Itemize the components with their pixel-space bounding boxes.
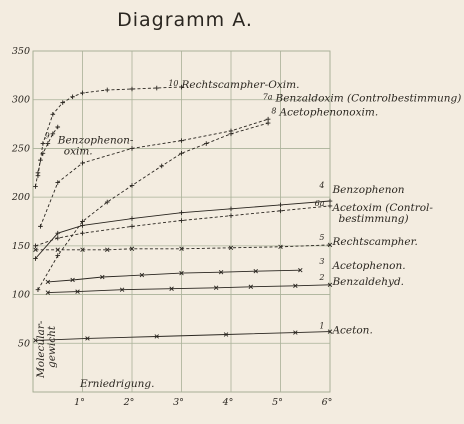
- series-label-line: Benzophenon: [332, 184, 405, 197]
- y-tick-label: 200: [11, 192, 30, 204]
- data-point-marker: [130, 146, 135, 151]
- series-label-line: oxim.: [63, 145, 93, 158]
- series-label: [331, 325, 372, 337]
- data-point-marker: [33, 244, 38, 249]
- series-line: [36, 332, 331, 341]
- series-label-line: Acetoxim (Control-: [332, 201, 433, 214]
- chart-title: Diagramm A.: [117, 9, 253, 31]
- y-tick-label: 50: [17, 338, 30, 350]
- data-point-marker: [130, 87, 135, 92]
- x-axis-ticks: [74, 397, 332, 408]
- x-tick-label: 2°: [123, 397, 135, 408]
- series-label-line: Rechtscampher-Oxim.: [181, 79, 300, 92]
- series-index-number: 10: [168, 79, 179, 89]
- x-tick-label: 3°: [173, 397, 184, 408]
- data-point-marker: [154, 86, 159, 91]
- series-line: [38, 87, 182, 176]
- data-point-marker: [179, 151, 184, 156]
- series-label-line: Rechtscampher.: [332, 235, 418, 248]
- series-label-line: Acetophenon.: [332, 260, 406, 273]
- data-point-marker: [41, 141, 46, 146]
- data-point-marker: [179, 218, 184, 223]
- data-point-marker: [229, 132, 234, 137]
- data-point-marker: [55, 125, 60, 130]
- series-index-number: 9: [44, 131, 50, 141]
- x-tick-label: 6°: [321, 397, 333, 408]
- data-point-marker: [55, 236, 60, 241]
- series-label: [331, 260, 405, 272]
- series-label: [279, 106, 379, 118]
- data-point-marker: [60, 100, 65, 105]
- series-label-line: Acetophenonoxim.: [279, 106, 379, 119]
- series-labels: [45, 79, 462, 337]
- data-point-marker: [70, 94, 75, 99]
- y-tick-label: 350: [11, 46, 30, 57]
- data-point-marker: [179, 138, 184, 143]
- y-tick-label: 250: [11, 143, 30, 155]
- series-label-line: Benzaldehyd.: [332, 275, 405, 288]
- series-label-line: Benzophenon-: [57, 134, 134, 147]
- data-point-marker: [266, 121, 271, 126]
- series-acetoxim-controlbestimmung: [33, 204, 332, 249]
- y-tick-label: 300: [11, 94, 30, 106]
- series-label: [331, 236, 417, 248]
- series-line: [48, 270, 300, 282]
- data-point-marker: [38, 224, 43, 229]
- data-point-marker: [33, 184, 38, 189]
- data-point-marker: [130, 224, 135, 229]
- data-point-marker: [130, 216, 135, 221]
- series-index-number: 5: [319, 232, 325, 242]
- y-axis-title: [35, 317, 58, 379]
- y-tick-label: 150: [11, 240, 30, 252]
- series-index-number: 7a: [262, 92, 273, 102]
- series-label-line: bestimmung): [338, 212, 409, 225]
- data-point-marker: [51, 112, 56, 117]
- series-label: [331, 202, 433, 225]
- series-benzophenon: [33, 199, 332, 261]
- series-label: [275, 93, 462, 105]
- y-axis-ticks: [11, 46, 30, 349]
- series-index-number: 4: [319, 181, 325, 191]
- data-point-marker: [105, 88, 110, 93]
- data-point-marker: [278, 208, 283, 213]
- y-tick-label: 100: [11, 289, 30, 301]
- series-group: [33, 85, 332, 343]
- data-point-marker: [46, 141, 51, 146]
- data-point-marker: [38, 158, 43, 163]
- data-point-marker: [80, 91, 85, 96]
- data-point-marker: [278, 203, 283, 208]
- data-point-marker: [36, 170, 41, 175]
- series-line: [48, 285, 330, 293]
- y-axis-title-line: Molecular-: [35, 320, 47, 378]
- data-point-marker: [80, 161, 85, 166]
- series-label-line: Benzaldoxim (Controlbestimmung): [275, 92, 462, 105]
- series-index-number: 6a: [314, 198, 325, 208]
- data-point-marker: [204, 141, 209, 146]
- series-acetophenon: [46, 268, 302, 283]
- series-label: [181, 79, 300, 91]
- series-label: [331, 276, 404, 288]
- series-index-number: 8: [271, 106, 277, 116]
- x-tick-label: 1°: [74, 397, 85, 408]
- data-point-marker: [80, 231, 85, 236]
- series-label: [57, 135, 134, 158]
- series-index-number: 2: [319, 272, 325, 282]
- data-point-marker: [229, 213, 234, 218]
- data-point-marker: [159, 164, 164, 169]
- x-tick-label: 4°: [222, 397, 234, 408]
- series-index-number: 1: [319, 321, 325, 331]
- data-point-marker: [179, 210, 184, 215]
- series-index-number: 3: [319, 257, 325, 267]
- y-axis-title-line: gewicht: [46, 325, 58, 368]
- data-point-marker: [229, 207, 234, 212]
- series-label-line: Aceton.: [332, 324, 373, 337]
- x-axis-title: Erniedrigung.: [80, 378, 155, 390]
- data-point-marker: [36, 287, 41, 292]
- series-aceton: [34, 330, 332, 343]
- series-label: [331, 184, 404, 196]
- series-rechtscampher: [34, 243, 332, 252]
- x-tick-label: 5°: [272, 397, 283, 408]
- series-benzaldehyd: [46, 283, 332, 295]
